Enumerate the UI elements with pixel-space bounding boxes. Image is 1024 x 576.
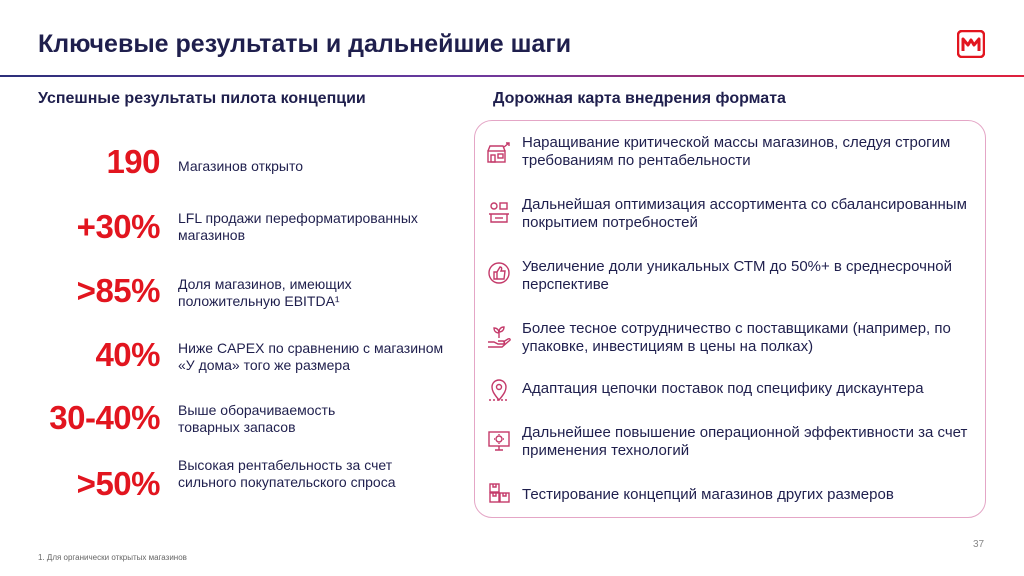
header-divider [0, 75, 1024, 77]
roadmap-item-text: Наращивание критической массы магазинов, следуя строгим требованиям по рентабельности [522, 134, 951, 169]
roadmap-item-text: Адаптация цепочки поставок под специфику дискаунтера [522, 380, 924, 397]
metric-profitability [0, 457, 470, 512]
footnote: 1. Для органически открытых магазинов [38, 553, 187, 562]
roadmap-item-text: Дальнейшее повышение операционной эффективности за счет применения технологий [522, 424, 968, 459]
gear-monitor-icon [486, 428, 512, 454]
metric-label: Высокая рентабельность за счет сильного покупательского спроса [178, 457, 396, 490]
metric-value: >50% [76, 465, 160, 502]
metric-label: Магазинов открыто [178, 158, 304, 174]
metric-value: 30-40% [49, 399, 160, 436]
right-heading: Дорожная карта внедрения формата [493, 90, 786, 107]
metric-value: +30% [76, 208, 160, 245]
roadmap-item-text: Тестирование концепций магазинов других размеров [522, 486, 894, 503]
left-heading: Успешные результаты пилота концепции [38, 90, 366, 107]
metric-positive-ebitda [0, 272, 470, 322]
roadmap-item-text: Дальнейшая оптимизация ассортимента со сбалансированным покрытием потребностей [522, 196, 967, 231]
metric-value: 40% [95, 336, 160, 373]
store-growth-icon [486, 140, 512, 166]
boxes-icon [486, 480, 512, 506]
page-title: Ключевые результаты и дальнейшие шаги [38, 30, 572, 58]
metric-label: Ниже CAPEX по сравнению с магазином «У дома» того же размера [178, 340, 444, 373]
metric-label: Выше оборачиваемость товарных запасов [178, 402, 336, 435]
brand-logo-icon [957, 30, 985, 58]
metric-capex [0, 336, 470, 386]
roadmap-item-text: Увеличение доли уникальных СТМ до 50%+ в среднесрочной перспективе [522, 258, 952, 293]
metric-value: >85% [76, 272, 160, 309]
hand-sprout-icon [486, 324, 512, 350]
metric-label: LFL продажи переформатированных магазинов [178, 210, 418, 243]
location-pin-icon [486, 378, 512, 404]
assortment-icon [486, 200, 512, 226]
roadmap-item-text: Более тесное сотрудничество с поставщиками (например, по упаковке, инвестициям в цены на полках) [522, 320, 951, 355]
metric-stores-opened [0, 143, 470, 193]
metric-value: 190 [106, 143, 160, 180]
metric-label: Доля магазинов, имеющих положительную EBITDA¹ [178, 276, 352, 309]
page-number: 37 [973, 539, 985, 550]
metric-lfl-sales [0, 208, 470, 258]
thumbs-up-icon [486, 260, 512, 286]
metric-inventory-turnover [0, 399, 470, 449]
